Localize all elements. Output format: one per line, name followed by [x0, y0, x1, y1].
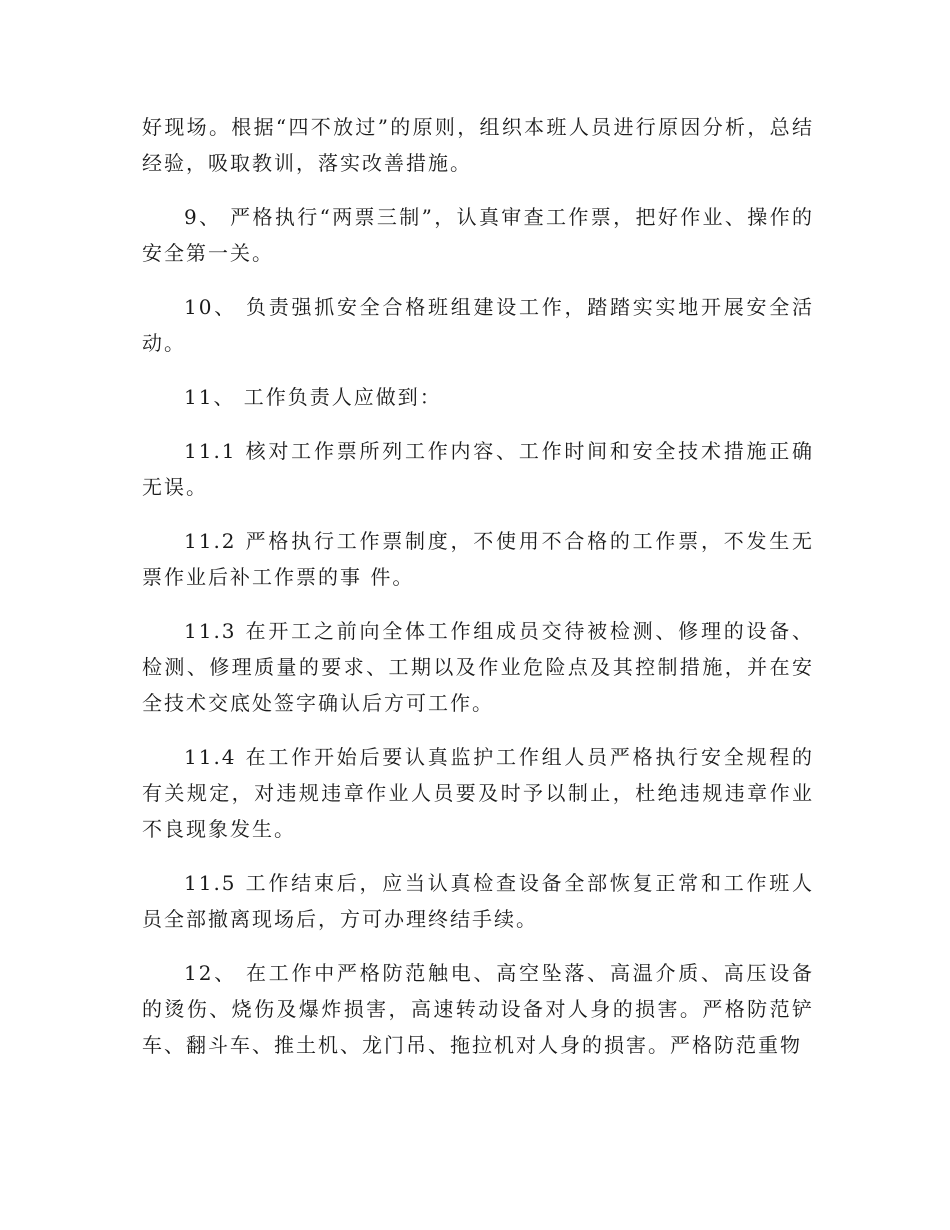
paragraph-item-11: 11、 工作负责人应做到： [184, 385, 442, 409]
document-body [142, 109, 814, 1081]
paragraph-item-11-4: 11.4 在工作开始后要认真监护工作组人员严格执行安全规程的有关规定，对违规违章作业人员要及时予以制止，杜绝违规违章作业不良现象发生。 [142, 745, 814, 841]
paragraph-item-11-1: 11.1 核对工作票所列工作内容、工作时间和安全技术措施正确无误。 [142, 439, 814, 499]
paragraph-continuation: 好现场。根据“四不放过”的原则，组织本班人员进行原因分析，总结经验，吸取教训，落实改善措施。 [142, 115, 814, 175]
paragraph-item-11-2: 11.2 严格执行工作票制度，不使用不合格的工作票，不发生无票作业后补工作票的事 件。 [142, 529, 814, 589]
paragraph-item-12: 12、 在工作中严格防范触电、高空坠落、高温介质、高压设备的烫伤、烧伤及爆炸损害，高速转动设备对人身的损害。严格防范铲车、翻斗车、推土机、龙门吊、拖拉机对人身的损害。严格防范重物 [142, 961, 814, 1057]
paragraph-item-11-5: 11.5 工作结束后，应当认真检查设备全部恢复正常和工作班人员全部撤离现场后，方可办理终结手续。 [142, 871, 814, 931]
paragraph-item-10: 10、 负责强抓安全合格班组建设工作，踏踏实实地开展安全活动。 [142, 295, 814, 355]
paragraph-item-11-3: 11.3 在开工之前向全体工作组成员交待被检测、修理的设备、检测、修理质量的要求、工期以及作业危险点及其控制措施，并在安全技术交底处签字确认后方可工作。 [142, 619, 814, 715]
paragraph-item-9: 9、 严格执行“两票三制”，认真审查工作票，把好作业、操作的安全第一关。 [142, 205, 814, 265]
